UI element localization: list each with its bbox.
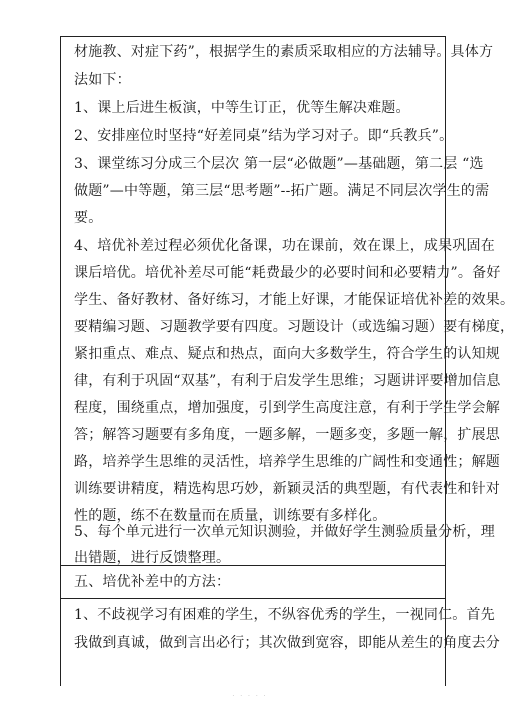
text-line: 2、安排座位时坚持“好差同桌”结为学习对子。即“兵教兵”。: [74, 128, 454, 144]
text-line: 我做到真诚，做到言出必行；其次做到宽容，即能从差生的角度去分: [74, 635, 500, 651]
text-line: 律，有利于巩固“双基”，有利于启发学生思维；习题讲评要增加信息: [74, 373, 501, 389]
text-line: 5、每个单元进行一次单元知识测验，并做好学生测验质量分析，理: [74, 524, 495, 540]
text-line: 答；解答习题要有多角度，一题多解，一题多变，多题一解，扩展思: [74, 427, 500, 443]
text-line: 要。: [74, 210, 103, 226]
text-line: 紧扣重点、难点、疑点和热点，面向大多数学生，符合学生的认知规: [74, 346, 500, 362]
text-line: 训练要讲精度，精选构思巧妙，新颖灵活的典型题，有代表性和针对: [74, 481, 500, 497]
text-line: 1、课上后进生板演，中等生订正，优等生解决难题。: [74, 100, 410, 116]
text-line: 课后培优。培优补差尽可能“耗费最少的必要时间和必要精力”。备好: [74, 265, 501, 281]
text-line: 4、培优补差过程必须优化备课，功在课前，效在课上，成果巩固在: [74, 238, 495, 254]
section-heading: 五、培优补差中的方法：: [74, 574, 231, 590]
text-line: 1、不歧视学习有困难的学生，不纵容优秀的学生，一视同仁。首先: [74, 607, 495, 623]
text-line: 材施教、对症下药”，根据学生的素质采取相应的方法辅导。具体方: [74, 44, 494, 60]
table-row-divider: [60, 598, 445, 599]
text-line: 做题”—中等题，第三层“思考题”--拓广题。满足不同层次学生的需: [74, 183, 490, 199]
text-line: 程度，围绕重点，增加强度，引到学生高度注意，有利于学生学会解: [74, 400, 500, 416]
text-line: 要精编习题、习题教学要有四度。习题设计（或选编习题）要有梯度，: [74, 319, 514, 335]
text-line: 法如下：: [74, 72, 131, 88]
text-line: 学生、备好教材、备好练习，才能上好课，才能保证培优补差的效果。: [74, 292, 514, 308]
text-line: 路，培养学生思维的灵活性，培养学生思维的广阔性和变通性；解题: [74, 454, 500, 470]
page-footer-mark: · · · · ·: [232, 693, 268, 700]
text-line: 3、课堂练习分成三个层次 第一层“必做题”—基础题，第二层 “选: [74, 156, 484, 172]
text-line: 出错题，进行反馈整理。: [74, 550, 231, 566]
text-line: 性的题，练不在数量而在质量，训练要有多样化。: [74, 508, 387, 524]
